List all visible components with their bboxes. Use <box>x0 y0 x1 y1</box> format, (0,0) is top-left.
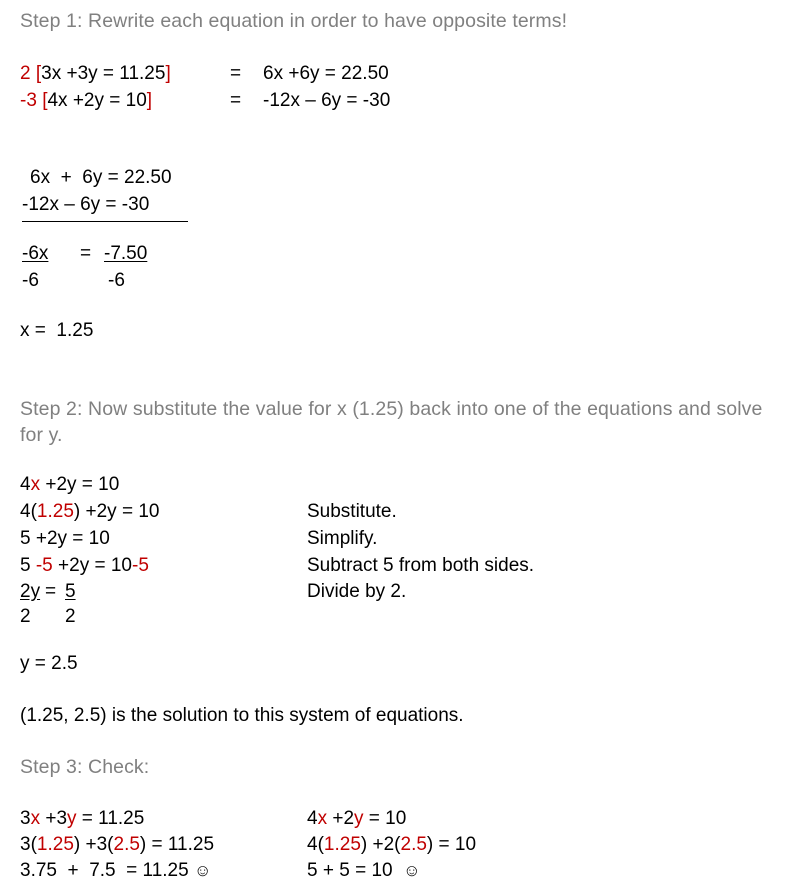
step1-row-1-equation: 3x +3y = 11.25 <box>41 63 166 84</box>
elimination-sum-rule <box>22 221 188 222</box>
step3-col2-line-3-text: 5 + 5 = 10 <box>307 860 404 881</box>
step2-line-4 <box>20 552 149 579</box>
step3-col2-line-2-prefix: 4( <box>307 834 324 855</box>
step2-line-3-description: Simplify. <box>307 528 378 549</box>
solution-point-statement: (1.25, 2.5) is the solution to this system of equations. <box>20 705 464 726</box>
step2-line-1-variable: x <box>30 474 41 495</box>
step2-line-5-description: Divide by 2. <box>307 581 407 602</box>
step3-col2-line-2-tail: ) = 10 <box>426 834 477 855</box>
step3-col2-line-1-coef: 4 <box>307 808 318 829</box>
step3-col2-line-1-var-x: x <box>317 808 328 829</box>
step3-col1-line-2-val-y: 2.5 <box>113 834 140 855</box>
step3-col2-line-1-tail: = 10 <box>363 808 407 829</box>
step3-col1-line-2-prefix: 3( <box>20 834 37 855</box>
step2-denominator-left: 2 <box>20 606 31 627</box>
step3-col1-line-2-tail: ) = 11.25 <box>139 834 215 855</box>
step3-col1-line-1-tail: = 11.25 <box>76 808 145 829</box>
step2-line-4-mid: +2y = 10 <box>52 555 132 576</box>
elimination-denominator-right: -6 <box>108 270 125 291</box>
step3-col1-line-1-var-y: y <box>67 808 77 829</box>
step2-line-3: 5 +2y = 10 <box>20 528 110 549</box>
step3-col1-line-2-mid: ) +3( <box>73 834 114 855</box>
step3-col1-line-3-text: 3.75 + 7.5 = 11.25 <box>20 860 194 881</box>
step3-col1-line-1-coef: 3 <box>20 808 31 829</box>
step3-col2-line-2-val-x: 1.25 <box>323 834 361 855</box>
step3-col2-line-1 <box>307 805 406 832</box>
step2-line-2-prefix: 4( <box>20 501 37 522</box>
step2-line-1-prefix: 4 <box>20 474 31 495</box>
step1-row-1-bracket-close: ] <box>165 63 171 84</box>
solution-x: x = 1.25 <box>20 320 94 341</box>
step2-line-2-description: Substitute. <box>307 501 397 522</box>
solution-y: y = 2.5 <box>20 653 78 674</box>
step3-col1-line-1-var-x: x <box>30 808 41 829</box>
step1-row-2-bracket-open: [ <box>42 90 48 111</box>
step3-col2-line-1-var-y: y <box>354 808 364 829</box>
step1-row-2-bracket-close: ] <box>146 90 153 111</box>
step1-row-1-multiplier: 2 <box>20 63 31 84</box>
elimination-addend-2: -12x – 6y = -30 <box>22 194 150 215</box>
step3-col2-line-2-mid: ) +2( <box>360 834 401 855</box>
step2-line-1-suffix: +2y = 10 <box>40 474 120 495</box>
elimination-numerator-right: -7.50 <box>104 243 148 264</box>
step3-col2-line-1-mid: +2 <box>327 808 355 829</box>
smiley-face-icon: ☺ <box>193 861 212 880</box>
elimination-numerator-left: -6x <box>22 243 49 264</box>
step2-numerator-left: 2y <box>20 581 41 602</box>
step3-col2-line-3 <box>307 857 421 884</box>
step3-col2-line-2 <box>307 831 476 858</box>
step2-line-4-description: Subtract 5 from both sides. <box>307 555 535 576</box>
step1-row-1 <box>20 60 171 87</box>
step1-row-2 <box>20 87 152 114</box>
step1-heading: Step 1: Rewrite each equation in order to have opposite terms! <box>20 10 568 32</box>
step1-row-2-result: -12x – 6y = -30 <box>263 90 391 111</box>
step1-row-1-result: 6x +6y = 22.50 <box>263 63 389 84</box>
step2-numerator-right: 5 <box>65 581 76 602</box>
step1-row-2-multiplier: -3 <box>20 90 37 111</box>
step2-line-4-subtract-right: -5 <box>132 555 149 576</box>
elimination-denominator-left: -6 <box>22 270 39 291</box>
step2-line-2-suffix: ) +2y = 10 <box>73 501 160 522</box>
step3-col2-line-2-val-y: 2.5 <box>400 834 427 855</box>
smiley-face-icon: ☺ <box>403 861 421 880</box>
step2-line-1 <box>20 471 119 498</box>
step2-line-4-prefix: 5 <box>20 555 36 576</box>
step2-line-2-value: 1.25 <box>36 501 74 522</box>
step1-row-1-equals: = <box>230 63 242 84</box>
step2-division-equals: = <box>45 581 57 602</box>
step3-col1-line-2 <box>20 831 214 858</box>
step2-line-4-subtract-left: -5 <box>35 555 53 576</box>
step3-heading: Step 3: Check: <box>20 756 150 778</box>
elimination-addend-1: 6x + 6y = 22.50 <box>30 167 172 188</box>
step1-row-2-equation: 4x +2y = 10 <box>47 90 147 111</box>
step3-col1-line-2-val-x: 1.25 <box>36 834 74 855</box>
step3-col1-line-1-mid: +3 <box>40 808 68 829</box>
step2-denominator-right: 2 <box>65 606 76 627</box>
step3-col1-line-3 <box>20 857 211 884</box>
step2-line-2 <box>20 498 159 525</box>
elimination-division-equals: = <box>80 243 92 264</box>
step1-row-2-equals: = <box>230 90 242 111</box>
step1-row-1-bracket-open: [ <box>35 63 42 84</box>
step2-heading: Step 2: Now substitute the value for x (1.25) back into one of the equations and solve for y. <box>20 398 768 446</box>
step3-col1-line-1 <box>20 805 144 832</box>
